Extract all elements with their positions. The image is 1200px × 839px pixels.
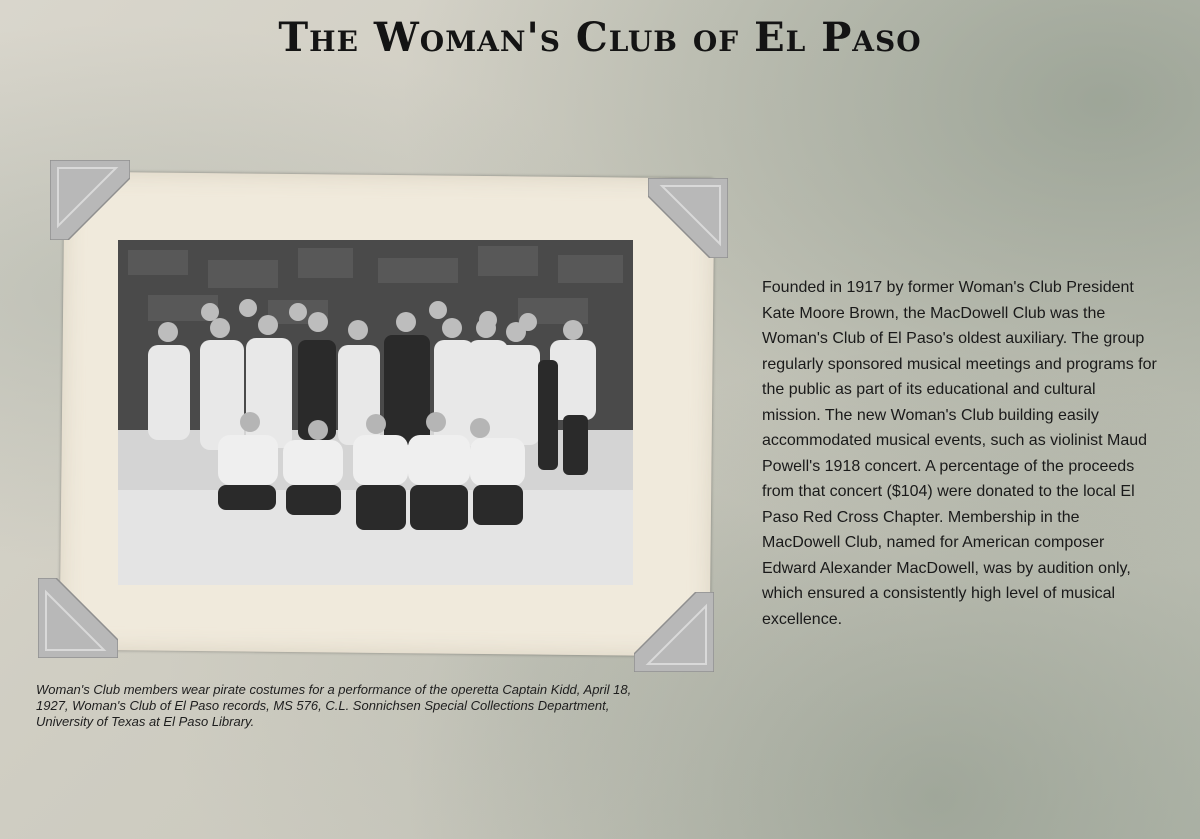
page-title: The Woman's Club of El Paso bbox=[278, 14, 922, 61]
body-paragraph: Founded in 1917 by former Woman's Club President Kate Moore Brown, the MacDowell Club was the Woman's Club of El Paso's oldest auxiliary. The group regularly sponsored musical meetings and programs for the public as part of its educational and cultural mission. The new Woman's Club building easily accommodated musical events, such as violinist Maud Powell's 1918 concert. A percentage of the proceeds from that concert ($104) were donated to the local El Paso Red Cross Chapter. Membership in the MacDowell Club, named for American composer Edward Alexander MacDowell, was by audition only, which ensured a consistently high level of musical excellence. bbox=[762, 279, 1157, 628]
photo-caption: Woman's Club members wear pirate costumes for a performance of the operetta Captain Kidd, April 18, 1927, Woman's Club of El Paso records, MS 576, C.L. Sonnichsen Special Collections Department, University of Texas at El Paso Library. bbox=[36, 682, 632, 729]
group-photo bbox=[118, 240, 633, 585]
photo-corner-icon bbox=[38, 578, 118, 658]
group-photo-image bbox=[118, 240, 633, 585]
photo-corner-icon bbox=[50, 160, 130, 240]
photo-corner-icon bbox=[648, 178, 728, 258]
photo-corner-icon bbox=[634, 592, 714, 672]
